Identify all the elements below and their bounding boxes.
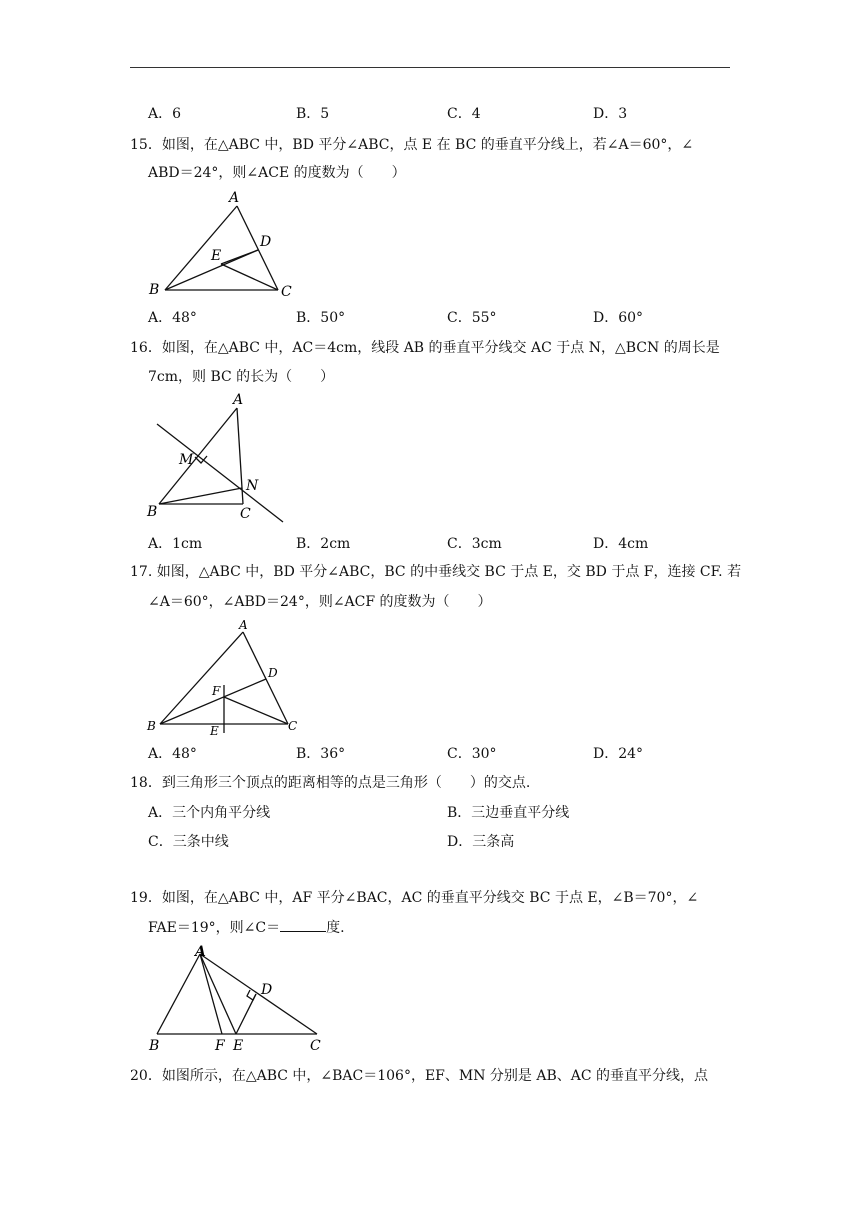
q16-label-m: M: [179, 452, 194, 468]
q14-option-b[interactable]: B．5: [296, 106, 330, 122]
q19-text-line1: 19．如图，在△ABC 中，AF 平分∠BAC，AC 的垂直平分线交 BC 于点 E，∠B＝70°，∠: [130, 890, 699, 906]
q18-option-d[interactable]: D．三条高: [447, 834, 515, 850]
q19-text-line2: [148, 917, 345, 938]
q17-option-c[interactable]: C．30°: [447, 746, 497, 762]
q15-text-line2: ABD＝24°，则∠ACE 的度数为（ ）: [148, 165, 406, 181]
q17-text-line2: ∠A＝60°，∠ABD＝24°，则∠ACF 的度数为（ ）: [148, 594, 492, 610]
q15-label-b: B: [149, 282, 160, 298]
q19-label-e: E: [233, 1038, 244, 1054]
q19-label-a: A: [195, 944, 206, 960]
q17-figure: [145, 617, 305, 741]
q16-option-a[interactable]: A．1cm: [148, 536, 203, 552]
q18-option-a[interactable]: A．三个内角平分线: [148, 805, 271, 821]
q16-text-line2: 7cm，则 BC 的长为（ ）: [148, 369, 335, 385]
q17-text-line1: 17. 如图，△ABC 中，BD 平分∠ABC，BC 的中垂线交 BC 于点 E，交 BD 于点 F，连接 CF. 若: [130, 564, 742, 580]
q16-option-d[interactable]: D．4cm: [593, 536, 649, 552]
q18-option-b[interactable]: B．三边垂直平分线: [447, 805, 570, 821]
q15-figure: [145, 188, 305, 304]
q15-label-c: C: [281, 284, 292, 300]
q17-label-f: F: [212, 684, 221, 698]
q19-text-pre: FAE＝19°，则∠C＝: [148, 920, 281, 936]
q16-label-a: A: [233, 392, 244, 408]
q16-label-n: N: [246, 478, 259, 494]
q19-answer-blank[interactable]: [280, 917, 326, 932]
q15-option-b[interactable]: B．50°: [296, 310, 346, 326]
q16-label-b: B: [147, 504, 158, 520]
q16-option-b[interactable]: B．2cm: [296, 536, 351, 552]
q19-label-d: D: [261, 982, 273, 998]
q16-text-line1: 16．如图，在△ABC 中，AC＝4cm，线段 AB 的垂直平分线交 AC 于点 N，△BCN 的周长是: [130, 340, 720, 356]
q16-option-c[interactable]: C．3cm: [447, 536, 502, 552]
q17-label-e: E: [210, 724, 219, 738]
q15-option-d[interactable]: D．60°: [593, 310, 644, 326]
q14-option-a[interactable]: A．6: [148, 106, 182, 122]
q15-option-a[interactable]: A．48°: [148, 310, 197, 326]
q15-label-a: A: [229, 190, 240, 206]
q15-label-e: E: [211, 248, 222, 264]
q15-option-c[interactable]: C．55°: [447, 310, 497, 326]
q20-text-line1: 20．如图所示，在△ABC 中，∠BAC＝106°，EF、MN 分别是 AB、AC 的垂直平分线，点: [130, 1068, 709, 1084]
q18-text-line1: 18．到三角形三个顶点的距离相等的点是三角形（ ）的交点.: [130, 775, 531, 791]
q17-label-c: C: [288, 719, 298, 733]
q19-text-post: 度.: [326, 920, 345, 936]
q15-label-d: D: [260, 234, 272, 250]
q17-option-b[interactable]: B．36°: [296, 746, 346, 762]
q19-label-f: F: [215, 1038, 225, 1054]
q17-label-b: B: [147, 719, 156, 733]
q19-label-b: B: [149, 1038, 160, 1054]
q18-option-c[interactable]: C．三条中线: [148, 834, 229, 850]
q19-figure: [145, 942, 335, 1061]
q19-label-c: C: [310, 1038, 321, 1054]
q14-option-d[interactable]: D．3: [593, 106, 628, 122]
q17-option-a[interactable]: A．48°: [148, 746, 197, 762]
q16-label-c: C: [240, 506, 251, 522]
q17-label-d: D: [268, 666, 278, 680]
q14-option-c[interactable]: C．4: [447, 106, 481, 122]
q17-option-d[interactable]: D．24°: [593, 746, 644, 762]
header-rule: [130, 67, 730, 68]
q17-label-a: A: [239, 618, 248, 632]
q15-text-line1: 15．如图，在△ABC 中，BD 平分∠ABC，点 E 在 BC 的垂直平分线上，若∠A＝60°，∠: [130, 137, 694, 153]
q16-figure: [145, 392, 295, 531]
